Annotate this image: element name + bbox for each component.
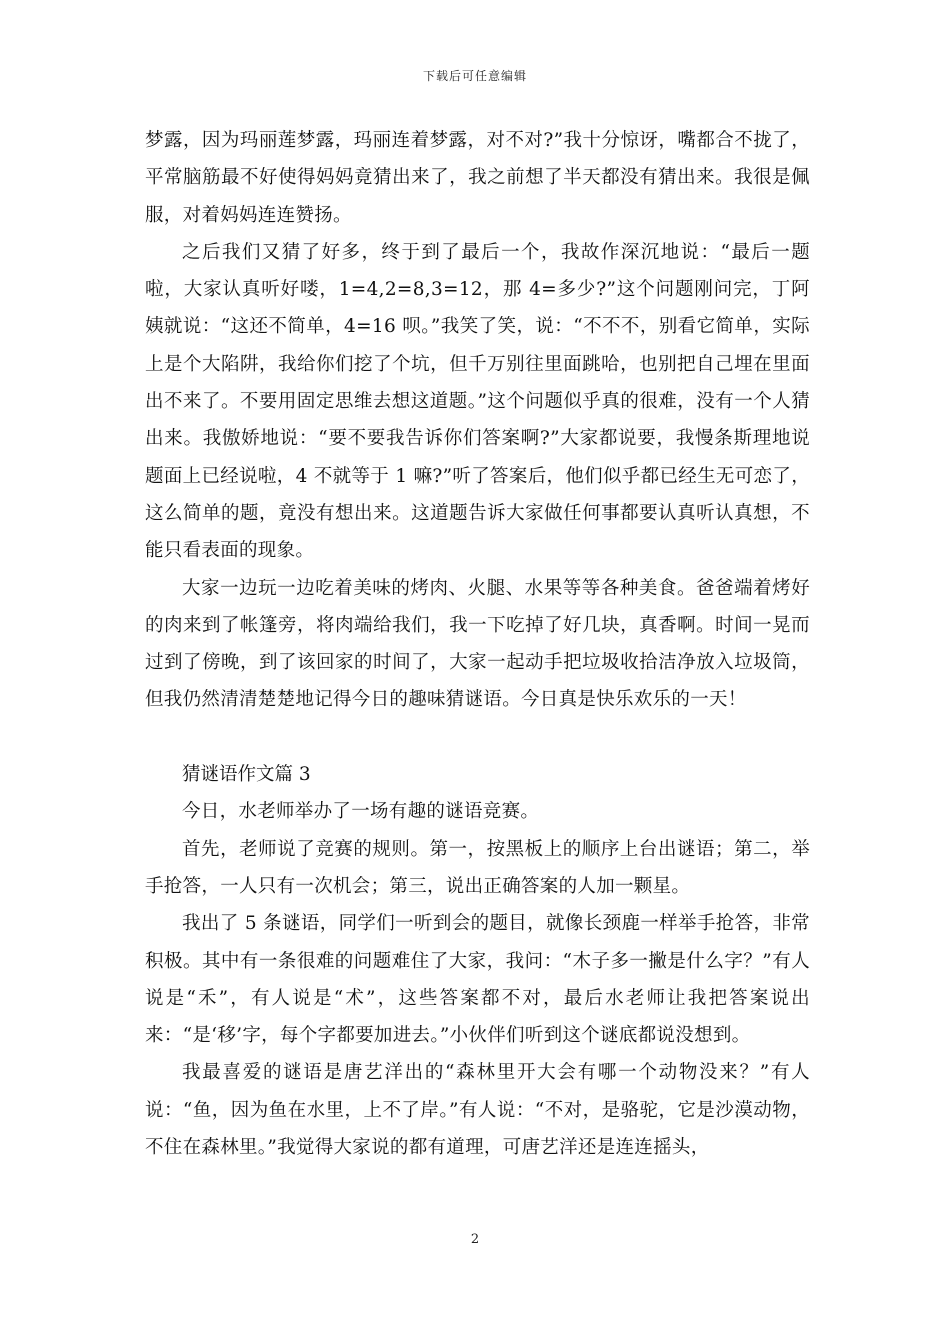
paragraph-7: 我最喜爱的谜语是唐艺洋出的“森林里开大会有哪一个动物没来？”有人说：“鱼，因为鱼在水里，上不了岸。”有人说：“不对，是骆驼，它是沙漠动物，不住在森林里。”我觉得大家说的都有道理，可唐艺洋还是连连摇头，	[145, 1062, 810, 1159]
paragraph-4: 今日，水老师举办了一场有趣的谜语竞赛。	[182, 801, 540, 823]
paragraph-2: 之后我们又猜了好多，终于到了最后一个，我故作深沉地说：“最后一题啦，大家认真听好喽，1=4,2=8,3=12，那 4=多少?”这个问题刚问完，丁阿姨就说：“这还不简单，4=16 呗。”我笑了笑，说：“不不不，别看它简单，实际上是个大陷阱，我给你们挖了个坑，但千万别往里面跳哈，也别把自己埋在里面出不来了。不要用固定思维去想这道题。”这个问题似乎真的很难，没有一个人猜出来。我傲娇地说：“要不要我告诉你们答案啊?”大家都说要，我慢条斯理地说题面上已经说啦，4 不就等于 1 嘛?”听了答案后，他们似乎都已经生无可恋了，这么简单的题，竟没有想出来。这道题告诉大家做任何事都要认真听认真想，不能只看表面的现象。	[145, 241, 810, 562]
page-number: 2	[470, 1232, 480, 1247]
paragraph-6: 我出了 5 条谜语，同学们一听到会的题目，就像长颈鹿一样举手抢答，非常积极。其中有一条很难的问题难住了大家，我问：“木子多一撇是什么字？”有人说是“禾”，有人说是“术”，这些答案都不对，最后水老师让我把答案说出来：“是‘移’字，每个字都要加进去。”小伙伴们听到这个谜底都说没想到。	[145, 913, 810, 1047]
section-spacer	[145, 719, 810, 756]
paragraph-3: 大家一边玩一边吃着美味的烤肉、火腿、水果等等各种美食。爸爸端着烤好的肉来到了帐篷旁，将肉端给我们，我一下吃掉了好几块，真香啊。时间一晃而过到了傍晚，到了该回家的时间了，大家一起动手把垃圾收拾洁净放入垃圾筒，但我仍然清清楚楚地记得今日的趣味猜谜语。今日真是快乐欢乐的一天！	[145, 577, 810, 711]
section-heading: 猜谜语作文篇 3	[182, 764, 311, 786]
paragraph-1: 梦露，因为玛丽莲梦露，玛丽连着梦露，对不对?”我十分惊讶，嘴都合不拢了，平常脑筋最不好使得妈妈竟猜出来了，我之前想了半天都没有猜出来。我很是佩服，对着妈妈连连赞扬。	[145, 130, 810, 226]
paragraph-5: 首先，老师说了竞赛的规则。第一，按黑板上的顺序上台出谜语；第二，举手抢答，一人只有一次机会；第三，说出正确答案的人加一颗星。	[145, 838, 810, 897]
document-body	[145, 122, 810, 1166]
page-header: 下载后可任意编辑	[422, 69, 527, 83]
